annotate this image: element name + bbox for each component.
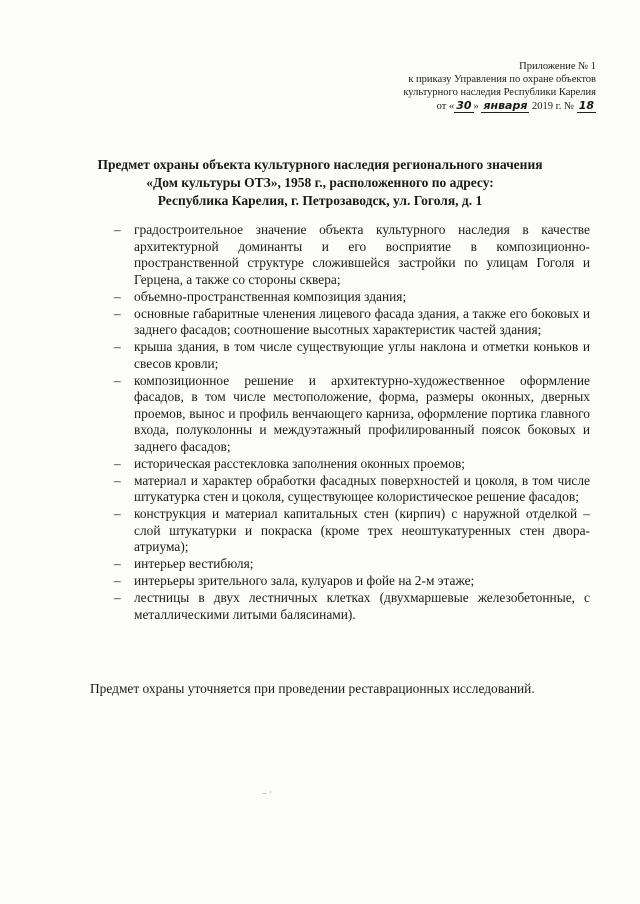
bullet-dash: – (114, 573, 121, 588)
list-item (116, 222, 590, 288)
date-prefix: от « (436, 101, 455, 112)
list-item-text: материал и характер обработки фасадных поверхностей и цоколя, в том числе штукатурка стен и цоколя, существующее колористическое решение фасадов; (134, 472, 590, 504)
bullet-dash: – (114, 556, 121, 571)
date-sep: » (473, 101, 482, 112)
date-day: 30 (456, 99, 472, 112)
bullet-dash: – (114, 222, 121, 237)
scan-speck: ⁻ ˙ (262, 790, 272, 800)
appendix-number: Приложение № 1 (519, 61, 596, 72)
document-title (80, 156, 560, 210)
bullet-dash: – (114, 339, 121, 354)
title-line-3: Республика Карелия, г. Петрозаводск, ул. Гоголя, д. 1 (157, 193, 483, 208)
list-item-text: градостроительное значение объекта культурного наследия в качестве архитектурной доминанты и его восприятие в композиционно-пространственной структуре сложившейся застройки по улицам Гоголя и Герцена, а также со стороны сквера; (134, 222, 590, 287)
bullet-dash: – (114, 305, 121, 321)
footer-note: Предмет охраны уточняется при проведении реставрационных исследований. (90, 681, 535, 696)
list-item-text: композиционное решение и архитектурно-художественное оформление фасадов, в том числе местоположение, форма, размеры оконных, дверных проемов, вынос и профиль венчающего карниза, оформление портика главного входа, полуколонны и междуэтажный профилированный поясок боковых и заднего фасадов; (134, 372, 590, 454)
bullet-dash: – (114, 590, 121, 605)
appendix-authority: культурного наследия Республики Карелия (403, 87, 596, 98)
list-item (116, 590, 590, 623)
order-number: 18 (578, 99, 594, 112)
appendix-header (403, 60, 596, 113)
list-item-text: крыша здания, в том числе существующие углы наклона и отметки коньков и свесов кровли; (134, 339, 590, 371)
date-year: 2019 г. № (529, 101, 577, 112)
list-item (116, 573, 590, 590)
appendix-date-line (403, 99, 596, 113)
list-item (116, 473, 590, 506)
appendix-order-ref: к приказу Управления по охране объектов (408, 74, 596, 85)
list-item (116, 373, 590, 456)
bullet-dash: – (114, 288, 121, 304)
list-item-text: объемно-пространственная композиция здания; (134, 288, 407, 304)
list-item (116, 306, 590, 339)
bullet-dash: – (114, 455, 121, 471)
list-item (116, 456, 590, 473)
list-item (116, 339, 590, 372)
list-item-text: лестницы в двух лестничных клетках (двухмаршевые железобетонные, с металлическими литыми балясинами). (134, 590, 590, 622)
list-item-text: историческая расстекловка заполнения оконных проемов; (134, 455, 466, 471)
bullet-dash: – (114, 472, 121, 488)
list-item-text: интерьеры зрительного зала, кулуаров и фойе на 2-м этаже; (134, 573, 475, 588)
list-item (116, 289, 590, 306)
list-item (116, 556, 590, 573)
protection-items-list (116, 222, 590, 624)
list-item-text: конструкция и материал капитальных стен (кирпич) с наружной отделкой – слой штукатурки и покраска (кроме трех неоштукатуренных стен двора-атриума); (134, 506, 590, 554)
bullet-dash: – (114, 372, 121, 388)
list-item-text: интерьер вестибюля; (134, 556, 254, 571)
list-item-text: основные габаритные членения лицевого фасада здания, а также его боковых и заднего фасадов; соотношение высотных характеристик частей здания; (134, 305, 590, 337)
title-line-1: Предмет охраны объекта культурного наследия регионального значения (97, 157, 543, 172)
list-item (116, 506, 590, 556)
bullet-dash: – (114, 506, 121, 521)
date-month: января (481, 99, 529, 113)
title-line-2: «Дом культуры ОТЗ», 1958 г., расположенного по адресу: (146, 175, 494, 190)
